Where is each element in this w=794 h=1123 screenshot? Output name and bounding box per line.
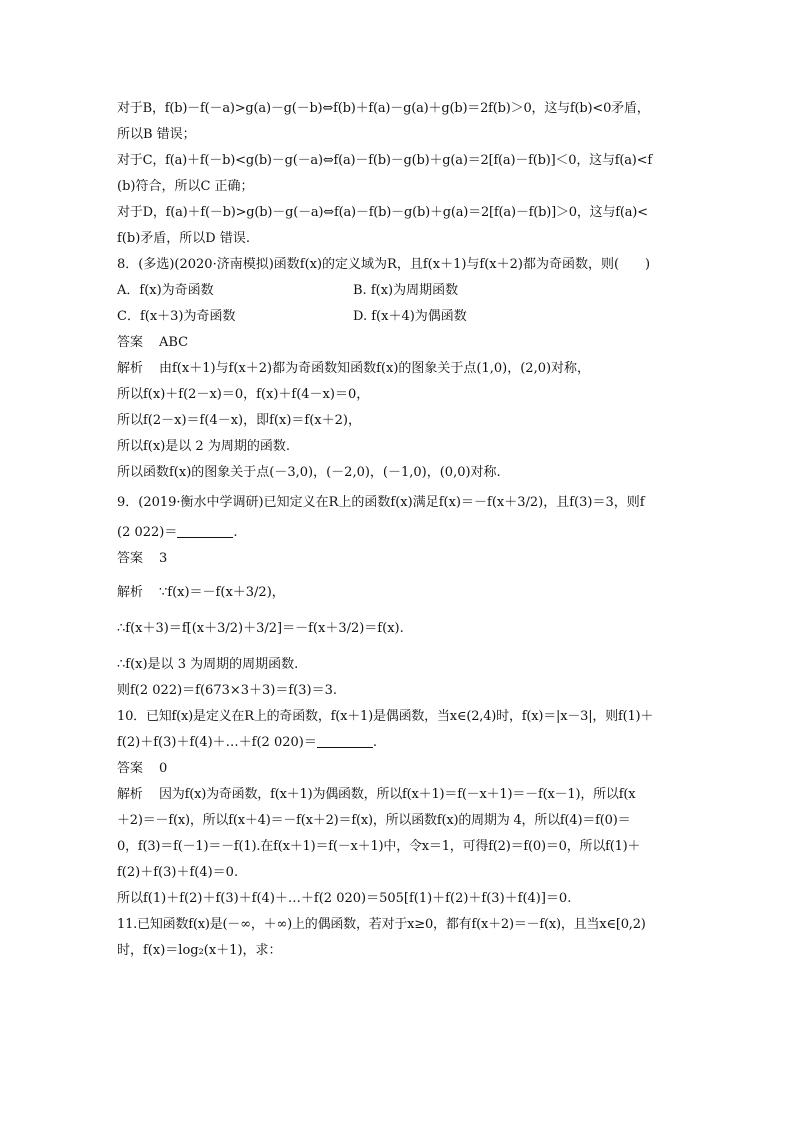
analysis-label: 解析 (117, 361, 144, 376)
stem-part: ，且f(3)＝3，则f (543, 495, 645, 510)
question-9-answer (117, 546, 683, 572)
question-8-options-row-2 (117, 304, 683, 330)
question-10-stem-continued: f(2)＋f(3)＋f(4)＋…＋f(2 020)＝ . (117, 730, 683, 756)
stem-formula: (x＋3/2) (491, 495, 544, 510)
option-a: A．f(x)为奇函数 (117, 283, 214, 298)
question-8-answer (117, 330, 683, 356)
stem-part: (2 022)＝ (117, 525, 178, 540)
analysis-line: 所以函数f(x)的图象关于点(－3,0)，(－2,0)，(－1,0)，(0,0)对称. (117, 465, 501, 480)
analysis-line: 所以f(1)＋f(2)＋f(3)＋f(4)＋…＋f(2 020)＝505[f(1)＋f(2)＋f(3)＋f(4)]＝0. (117, 891, 572, 906)
answer-value: 3 (159, 551, 168, 566)
analysis-label: 解析 (117, 585, 144, 600)
answer-label: 答案 (117, 335, 144, 350)
text-line: f(b)矛盾，所以D 错误. (117, 231, 250, 246)
question-8-stem: 8．(多选)(2020·济南模拟)函数f(x)的定义域为R，且f(x＋1)与f(x＋2)都为奇函数，则( ) (117, 257, 651, 272)
question-8-analysis (117, 356, 683, 382)
text-line: 对于C，f(a)＋f(－b)<g(b)－g(－a)⇔f(a)－f(b)－g(b)＋g(a)＝2[f(a)－f(b)]＜0，这与f(a)<f (117, 153, 652, 168)
option-b: B. f(x)为周期函数 (353, 283, 459, 298)
option-d: D. f(x＋4)为偶函数 (353, 309, 467, 324)
question-9-analysis (117, 580, 683, 606)
analysis-text: ∵f(x)＝－f(x＋3/2)， (159, 585, 285, 600)
question-9-stem-continued: (2 022)＝ . (117, 520, 683, 546)
question-11-stem-continued: 时，f(x)＝log₂(x＋1)，求： (117, 943, 282, 958)
question-10-stem: 10．已知f(x)是定义在R上的奇函数，f(x＋1)是偶函数，当x∈(2,4)时，f(x)＝|x－3|，则f(1)＋ (117, 709, 654, 724)
text-line: 对于D，f(a)＋f(－b)>g(b)－g(－a)⇔f(a)－f(b)－g(b)＋g(a)＝2[f(a)－f(b)]＞0，这与f(a)< (117, 205, 648, 220)
analysis-line: ∴f(x＋3)＝f[(x＋3/2)＋3/2]＝－f(x＋3/2)＝f(x). (117, 621, 404, 636)
answer-value: ABC (159, 335, 189, 350)
text-line: 所以B 错误； (117, 127, 196, 142)
analysis-line: ＋2)＝－f(x)，所以f(x＋4)＝－f(x＋2)＝f(x)，所以函数f(x)的周期为 4，所以f(4)＝f(0)＝ (117, 813, 631, 828)
analysis-text: 因为f(x)为奇函数，f(x＋1)为偶函数，所以f(x＋1)＝f(－x＋1)＝－f(x－1)，所以f(x (159, 787, 636, 802)
stem-part: 9．(2019·衡水中学调研)已知定义在R上的函数f(x)满足f(x)＝－f (117, 495, 492, 510)
text-line: 对于B，f(b)－f(－a)>g(a)－g(－b)⇔f(b)＋f(a)－g(a)＋g(b)＝2f(b)＞0，这与f(b)<0矛盾， (117, 101, 650, 116)
answer-label: 答案 (117, 761, 144, 776)
text-line: (b)符合，所以C 正确； (117, 179, 254, 194)
option-c: C．f(x＋3)为奇函数 (117, 309, 236, 324)
document-page (117, 96, 683, 964)
question-8-options-row-1 (117, 278, 683, 304)
stem-part: f(2)＋f(3)＋f(4)＋…＋f(2 020)＝ (117, 735, 317, 750)
analysis-line: ∴f(x)是以 3 为周期的周期函数. (117, 657, 299, 672)
analysis-label: 解析 (117, 787, 143, 802)
analysis-line: f(2)＋f(3)＋f(4)＝0. (117, 865, 239, 880)
question-11-stem: 11.已知函数f(x)是(－∞，＋∞)上的偶函数，若对于x≥0，都有f(x＋2)＝－f(x)，且当x∈[0,2) (117, 917, 646, 932)
analysis-text: 由f(x＋1)与f(x＋2)都为奇函数知函数f(x)的图象关于点(1,0)，(2,0)对称， (159, 361, 591, 376)
question-10-answer (117, 756, 683, 782)
analysis-line: 所以f(x)＋f(2－x)＝0，f(x)＋f(4－x)＝0， (117, 387, 370, 402)
answer-value: 0 (159, 761, 168, 776)
analysis-line: 所以f(x)是以 2 为周期的函数. (117, 439, 290, 454)
answer-blank (177, 522, 233, 538)
analysis-line: 0，f(3)＝f(－1)＝－f(1).在f(x＋1)＝f(－x＋1)中，令x＝1，可得f(2)＝f(0)＝0，所以f(1)＋ (117, 839, 641, 854)
question-10-analysis (117, 782, 683, 808)
question-9-stem (117, 490, 683, 516)
analysis-line: 所以f(2－x)＝f(4－x)，即f(x)＝f(x＋2)， (117, 413, 361, 428)
answer-blank (317, 732, 373, 748)
answer-label: 答案 (117, 551, 144, 566)
analysis-line: 则f(2 022)＝f(673×3＋3)＝f(3)＝3. (117, 683, 338, 698)
